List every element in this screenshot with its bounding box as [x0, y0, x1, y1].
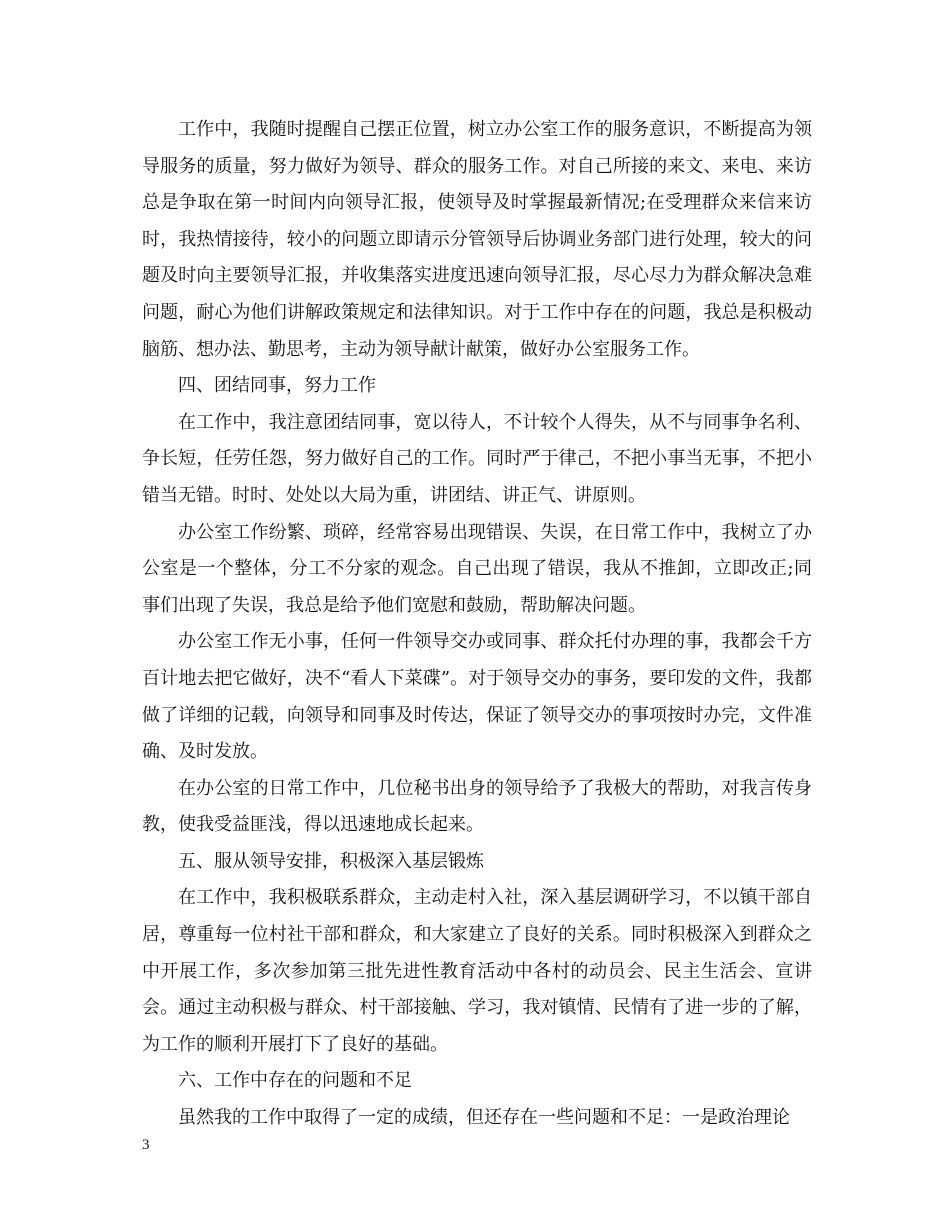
paragraph: 办公室工作无小事，任何一件领导交办或同事、群众托付办理的事，我都会千方百计地去把它做好，决不“看人下菜碟”。对于领导交办的事务，要印发的文件，我都做了详细的记载，向领导和同事及时传达，保证了领导交办的事项按时办完，文件准确、及时发放。 — [142, 631, 812, 763]
paragraph: 在工作中，我注意团结同事，宽以待人，不计较个人得失，从不与同事争名利、争长短，任劳任怨，努力做好自己的工作。同时严于律己，不把小事当无事，不把小错当无错。时时、处处以大局为重，讲团结、讲正气、讲原则。 — [142, 411, 812, 506]
page-number: 3 — [142, 1137, 150, 1153]
paragraph: 在工作中，我积极联系群众，主动走村入社，深入基层调研学习，不以镇干部自居，尊重每一位村社干部和群众，和大家建立了良好的关系。同时积极深入到群众之中开展工作，多次参加第三批先进性教育活动中各村的动员会、民主生活会、宣讲会。通过主动积极与群众、村干部接触、学习，我对镇情、民情有了进一步的了解，为工作的顺利开展打下了良好的基础。 — [142, 887, 812, 1055]
paragraph: 办公室工作纷繁、琐碎，经常容易出现错误、失误，在日常工作中，我树立了办公室是一个整体，分工不分家的观念。自己出现了错误，我从不推卸，立即改正;同事们出现了失误，我总是给予他们宽慰和鼓励，帮助解决问题。 — [142, 521, 812, 616]
paragraph: 虽然我的工作中取得了一定的成绩，但还存在一些问题和不足：一是政治理论 — [178, 1107, 790, 1129]
document-body — [142, 112, 812, 1137]
section-heading: 四、团结同事，努力工作 — [178, 375, 376, 397]
section-heading: 六、工作中存在的问题和不足 — [178, 1070, 412, 1092]
section-heading: 五、服从领导安排，积极深入基层锻炼 — [178, 850, 484, 872]
paragraph: 在办公室的日常工作中，几位秘书出身的领导给予了我极大的帮助，对我言传身教，使我受益匪浅，得以迅速地成长起来。 — [142, 777, 812, 836]
paragraph: 工作中，我随时提醒自己摆正位置，树立办公室工作的服务意识，不断提高为领导服务的质量，努力做好为领导、群众的服务工作。对自己所接的来文、来电、来访总是争取在第一时间内向领导汇报，使领导及时掌握最新情况;在受理群众来信来访时，我热情接待，较小的问题立即请示分管领导后协调业务部门进行处理，较大的问题及时向主要领导汇报，并收集落实进度迅速向领导汇报，尽心尽力为群众解决急难问题，耐心为他们讲解政策规定和法律知识。对于工作中存在的问题，我总是积极动脑筋、想办法、勤思考，主动为领导献计献策，做好办公室服务工作。 — [142, 119, 812, 360]
